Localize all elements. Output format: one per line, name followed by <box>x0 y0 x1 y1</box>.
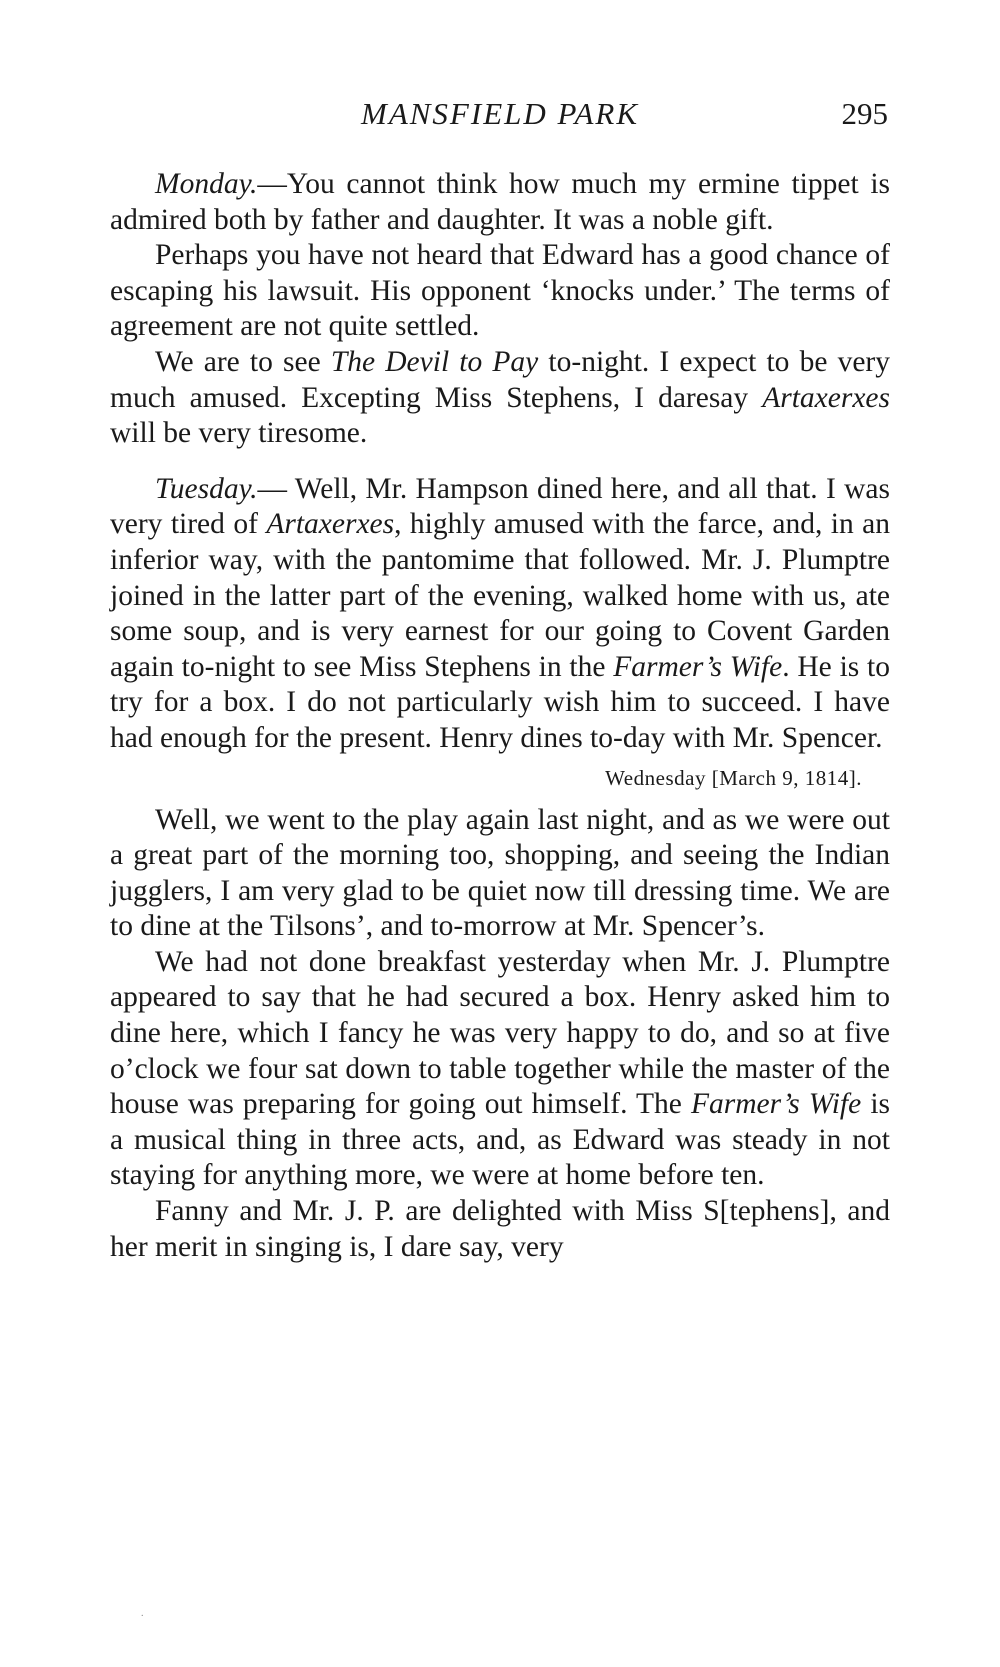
italic-run: Farmer’s Wife <box>690 1088 862 1121</box>
running-title: MANSFIELD PARK <box>361 96 639 131</box>
text-run: is a musical thing in three acts, and, as Edward was steady in not staying for anything more, we were at home before ten. <box>110 1088 890 1192</box>
italic-run: The Devil to Pay <box>330 345 539 378</box>
text-run: Well, we went to the play again last night, and as we were out a great part of the morning too, shopping, and seeing the Indian jugglers, I am very glad to be quiet now till dressing time. We are to dine at the Tilsons’, and to-morrow at Mr. Spencer’s. <box>110 803 890 943</box>
footer-mark: . <box>141 1608 144 1619</box>
text-run: — Well, Mr. Hampson dined here, and all that. I was very tired of <box>110 472 890 541</box>
text-run: Perhaps you have not heard that Edward has a good chance of escaping his lawsuit. His opponent ‘knocks under.’ The terms of agreement are not quite settled. <box>110 239 890 343</box>
paragraph-tuesday <box>110 472 890 757</box>
page-number: 295 <box>841 96 888 131</box>
paragraph-wednesday <box>110 803 890 945</box>
text-run: We had not done breakfast yesterday when Mr. J. Plumptre appeared to say that he had secured a box. Henry asked him to dine here, which I fancy he was very happy to do, and so at five o’clock we four sat down to table together while the master of the house was preparing for going out himself. The <box>110 945 890 1121</box>
italic-run: Artaxerxes <box>266 508 395 541</box>
text-run: We are to see <box>155 345 331 378</box>
italic-run: Monday. <box>155 168 258 200</box>
italic-run: Tuesday. <box>155 472 258 505</box>
paragraph-monday <box>110 167 890 238</box>
text-run: Fanny and Mr. J. P. are delighted with Miss S[tephens], and her merit in singing is, I dare say, very <box>110 1195 890 1263</box>
paragraph-fanny <box>110 1194 890 1265</box>
text-run: —You cannot think how much my ermine tippet is admired both by father and daughter. It was a noble gift. <box>110 168 890 236</box>
text-run: , highly amused with the farce, and, in an inferior way, with the pantomime that followed. Mr. J. Plumptre joined in the latter part of the evening, walked home with us, ate some soup, and is very earnest for our going to Covent Garden again to-night to see Miss Stephens in the <box>110 508 890 683</box>
paragraph-breakfast <box>110 945 890 1194</box>
paragraph-lawsuit <box>110 238 890 345</box>
italic-run: Farmer’s Wife <box>613 650 783 683</box>
paragraph-devil-to-pay <box>110 345 890 452</box>
text-run: . He is to try for a box. I do not particularly wish him to succeed. I have had enough for the present. Henry dines to-day with Mr. Spencer. <box>110 650 890 754</box>
text-run: will be very tiresome. <box>110 417 368 450</box>
body-text <box>110 167 890 1265</box>
dateline: Wednesday [March 9, 1814]. <box>605 765 862 790</box>
text-run: to-night. I expect to be very much amused. Excepting Miss Stephens, I daresay <box>110 345 891 414</box>
italic-run: Artaxerxes <box>762 381 890 414</box>
page-header <box>110 96 890 136</box>
section-gap <box>110 452 890 472</box>
